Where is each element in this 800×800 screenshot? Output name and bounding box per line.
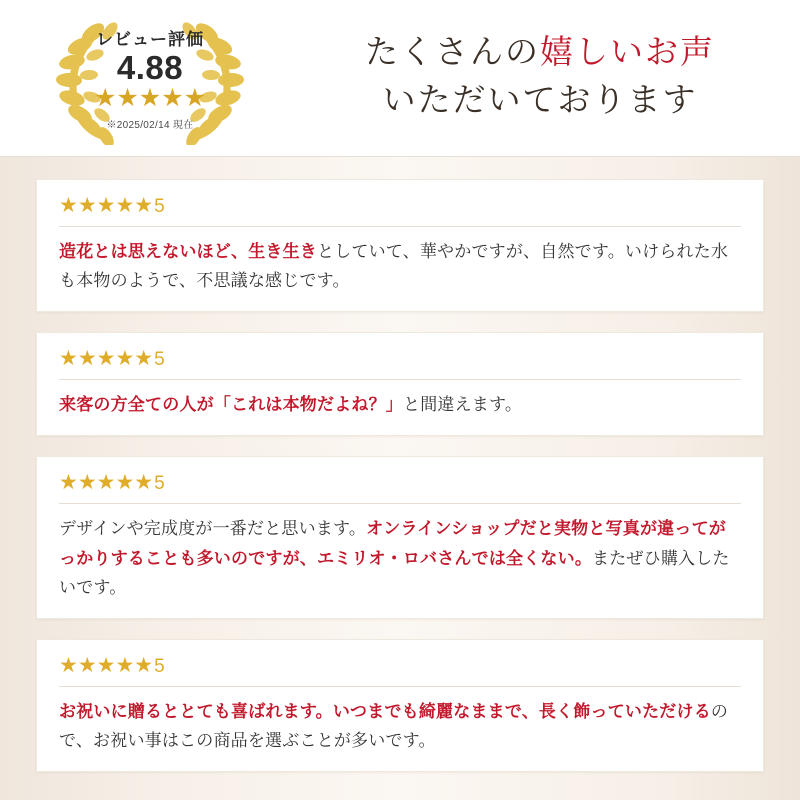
review-date-note: ※2025/02/14 現在: [106, 119, 194, 131]
review-text-highlight: 造花とは思えないほど、生き生き: [59, 241, 317, 261]
headline-text-accent: 嬉しいお声: [540, 35, 715, 72]
review-star-rating: [59, 194, 741, 227]
review-rating-number: 5: [154, 196, 165, 217]
review-text: [59, 390, 741, 419]
review-star-rating: [59, 654, 741, 687]
headline-line-1: [300, 30, 780, 78]
headline-line-2: いただいております: [382, 83, 698, 119]
star-icons: ★★★★★: [59, 471, 154, 495]
review-score: 4.88: [116, 49, 184, 87]
review-text-highlight: オンラインショップだと実物と写真が違ってがっかりすることも多いのですが、エミリオ・ロバさんでは全くない。: [59, 519, 726, 568]
review-text-plain: またぜひ購入したいです。: [59, 548, 730, 597]
review-text-plain: ので、お祝い事はこの商品を選ぶことが多いです。: [59, 701, 729, 751]
review-star-rating: [59, 471, 741, 504]
headline-text-plain: たくさんの: [365, 35, 540, 72]
review-text-plain: と間違えます。: [403, 395, 523, 415]
review-list: [0, 157, 800, 772]
rating-badge: [0, 3, 300, 153]
star-icons: ★★★★★: [59, 347, 154, 371]
header-star-rating: ★★★★★: [93, 84, 207, 113]
review-card: [36, 179, 764, 312]
review-rating-number: 5: [154, 656, 165, 678]
review-label: レビュー評価: [96, 30, 204, 50]
review-card: [36, 456, 764, 619]
review-text-plain: いけられた水も本物のようで、不思議な感じです。: [59, 241, 729, 291]
review-rating-number: 5: [154, 473, 165, 495]
review-rating-number: 5: [154, 349, 165, 371]
review-text-highlight: 来客の方全ての人が「これは本物だよね？」: [59, 395, 403, 415]
review-text: [59, 514, 741, 602]
page-header: [0, 0, 800, 157]
review-card: [36, 639, 764, 772]
star-icons: ★★★★★: [59, 654, 154, 678]
review-star-rating: [59, 347, 741, 380]
review-text-plain: デザインや完成度が一番だと思います。: [59, 519, 367, 539]
review-text-plain: としていて、華やかですが、自然です。: [317, 241, 625, 261]
review-text-highlight: お祝いに贈るととても喜ばれます。いつまでも綺麗なままで、長く飾っていただける: [59, 701, 711, 721]
headline: [300, 30, 800, 126]
star-icons: ★★★★★: [59, 194, 154, 217]
review-card: [36, 332, 764, 436]
review-text: [59, 697, 741, 755]
review-text: [59, 237, 741, 295]
